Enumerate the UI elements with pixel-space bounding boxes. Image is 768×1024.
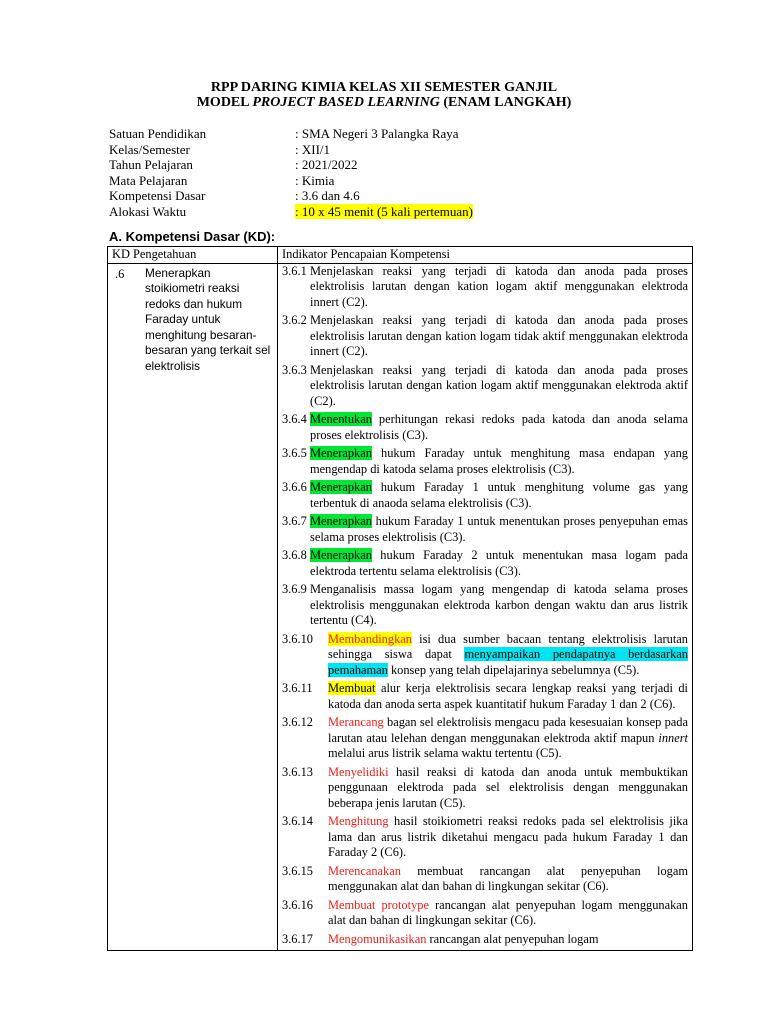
indicator-number: 3.6.11 [282, 681, 313, 695]
indicator-number: 3.6.16 [282, 897, 313, 912]
indicator-text [328, 765, 688, 812]
info-value: : 2021/2022 [295, 157, 358, 172]
info-value: : SMA Negeri 3 Palangka Raya [295, 126, 459, 141]
title-model-italic: PROJECT BASED LEARNING [252, 95, 440, 110]
table-row [108, 263, 693, 951]
indicator-text [328, 715, 688, 762]
indicator-text [328, 681, 688, 712]
info-row [109, 188, 473, 204]
info-value: : 3.6 dan 4.6 [295, 188, 360, 203]
indicator-body: rancangan alat penyepuhan logam menggunakan alat dan bahan di lingkungan sekitar (C6). [328, 897, 689, 927]
header-kd-pengetahuan: KD Pengetahuan [108, 247, 278, 264]
indicator-verb: Menerapkan [310, 446, 372, 460]
indicator-verb: Menghitung [328, 814, 389, 828]
indicator-text: Menjelaskan reaksi yang terjadi di katoda dan anoda pada proses elektrolisis larutan dengan kation logam tidak aktif menggunakan elektroda innert (C2). [310, 313, 688, 358]
alokasi-text: 10 x 45 menit (5 kali pertemuan) [301, 203, 473, 219]
indicator-item [282, 363, 688, 410]
indicator-item [282, 548, 688, 579]
indicator-item [282, 480, 688, 511]
alokasi-colon: : [295, 203, 302, 219]
indicator-verb: Membandingkan [328, 631, 412, 646]
indicator-body: membuat rancangan alat penyepuhan logam menggunakan alat dan bahan di lingkungan sekitar (C6). [328, 863, 688, 893]
indicator-number: 3.6.15 [282, 863, 313, 878]
indicator-item [282, 412, 688, 443]
identity-block [109, 126, 473, 219]
indicator-verb: Menerapkan [310, 514, 372, 528]
indicator-number: 3.6.13 [282, 764, 313, 779]
kd-cell [108, 263, 278, 951]
indicator-body: konsep yang telah dipelajarinya sebelumnya (C5). [387, 662, 640, 677]
indicator-verb: Mengomunikasikan [328, 931, 427, 946]
indicator-number: 3.6.12 [282, 715, 313, 729]
indicator-number: 3.6.2 [282, 313, 307, 327]
indicator-number: 3.6.1 [282, 263, 307, 278]
indicator-text [328, 898, 688, 929]
indicator-body: hasil stoikiometri reaksi redoks pada sel elektrolisis jika lama dan arus listrik diketahui mengacu pada hukum Faraday 1 dan Faraday 2 (C6). [328, 814, 688, 859]
indicator-number: 3.6.8 [282, 548, 307, 562]
info-row [109, 157, 473, 173]
indicator-body: hukum Faraday 2 untuk menentukan masa logam pada elektroda tertentu selama elektrolisis (C3). [310, 548, 688, 578]
info-row [109, 142, 473, 158]
indicator-text [328, 932, 688, 948]
indicator-item [282, 264, 688, 311]
indicator-item [282, 898, 688, 929]
indicator-number: 3.6.4 [282, 412, 307, 426]
indicator-text [328, 632, 688, 679]
indicator-verb: Membuat [328, 681, 376, 695]
indicator-body: hukum Faraday 1 untuk menentukan proses penyepuhan emas selama proses elektrolisis (C3). [310, 514, 688, 544]
indicator-item [282, 814, 688, 861]
indicator-verb: Menerapkan [310, 480, 372, 494]
indicator-text [310, 548, 688, 579]
indicator-verb: Merencanakan [328, 863, 401, 878]
info-row [109, 126, 473, 142]
indicator-text [310, 480, 688, 511]
indicator-number: 3.6.3 [282, 362, 307, 377]
indicator-item [282, 932, 688, 948]
indicator-cell [278, 263, 693, 951]
kompetensi-table [107, 246, 693, 951]
indicator-number: 3.6.9 [282, 582, 307, 596]
indicator-body: isi dua sumber bacaan tentang elektrolisis larutan sehingga siswa dapat [328, 631, 688, 661]
section-heading-a: A. Kompetensi Dasar (KD): [109, 229, 276, 244]
document-title-line1: RPP DARING KIMIA KELAS XII SEMESTER GANJIL [210, 80, 558, 95]
indicator-item [282, 765, 688, 812]
indicator-text: Menjelaskan reaksi yang terjadi di katoda dan anoda pada proses elektrolisis larutan dengan kation logam aktif menggunakan elektroda aktif (C2). [310, 362, 688, 408]
indicator-item [282, 446, 688, 477]
indicator-number: 3.6.7 [282, 514, 307, 528]
info-value: : XII/1 [295, 141, 331, 157]
indicator-body: bagan sel elektrolisis mengacu pada kesesuaian konsep pada larutan atau lelehan dengan menggunakan elektroda aktif mapun [328, 715, 688, 745]
title-model: MODEL [196, 95, 253, 110]
indicator-text [328, 864, 688, 895]
indicator-text: Menjelaskan reaksi yang terjadi di katoda dan anoda pada proses elektrolisis larutan dengan kation logam aktif menggunakan elektroda innert (C2). [310, 263, 688, 309]
info-label: Satuan Pendidikan [109, 126, 207, 141]
indicator-text [310, 446, 688, 477]
info-value: : Kimia [295, 172, 335, 188]
title-steps: (ENAM LANGKAH) [439, 95, 572, 110]
info-label: Kelas/Semester [109, 141, 190, 157]
indicator-number: 3.6.10 [282, 631, 313, 646]
indicator-number: 3.6.6 [282, 480, 307, 494]
indicator-verb: Menyelidiki [328, 764, 389, 779]
indicator-body: melalui arus listrik selama waktu tertentu (C5). [328, 746, 562, 760]
indicator-item [282, 313, 688, 360]
indicator-text [310, 412, 688, 443]
indicator-number: 3.6.17 [282, 931, 313, 946]
kd-description: Menerapkan stoikiometri reaksi redoks dan hukum Faraday untuk menghitung besaran-besaran yang terkait sel elektrolisis [145, 265, 271, 373]
indicator-body: hukum Faraday untuk menghitung masa endapan yang mengendap di katoda selama proses elektrolisis (C3). [310, 446, 688, 476]
indicator-text: Menganalisis massa logam yang mengendap di katoda selama proses elektrolisis menggunakan elektroda karbon dengan waktu dan arus listrik tertentu (C4). [310, 582, 688, 627]
indicator-item [282, 514, 688, 545]
info-label: Kompetensi Dasar [109, 188, 206, 203]
indicator-item [282, 715, 688, 762]
indicator-verb: Membuat prototype [328, 897, 429, 912]
indicator-body: hasil reaksi di katoda dan anoda untuk membuktikan penggunaan elektroda pada sel elektrolisis dengan menggunakan beberapa jenis larutan (C5). [328, 764, 688, 810]
alokasi-value [295, 204, 473, 220]
indicator-text [310, 514, 688, 545]
indicator-verb: Merancang [328, 715, 384, 729]
document-title-line2 [0, 95, 768, 111]
indicator-item [282, 681, 688, 712]
info-row [109, 173, 473, 189]
indicator-highlight: menyampaikan pendapatnya berdasarkan pemahaman [328, 647, 688, 677]
indicator-body: rancangan alat penyepuhan logam [426, 931, 599, 946]
indicator-body: alur kerja elektrolisis secara lengkap reaksi yang terjadi di katoda dan anoda serta aspek kuantitatif hukum Faraday 1 dan 2 (C6). [328, 681, 688, 711]
indicator-number: 3.6.5 [282, 446, 307, 460]
info-label: Tahun Pelajaran [109, 157, 193, 172]
info-label: Alokasi Waktu [109, 203, 187, 219]
indicator-italic: innert [658, 730, 688, 745]
table-header-row [108, 247, 693, 264]
kd-number: .6 [115, 266, 125, 281]
indicator-item [282, 632, 688, 679]
indicator-item [282, 582, 688, 629]
indicator-verb: Menerapkan [310, 548, 372, 562]
info-label: Mata Pelajaran [109, 172, 188, 188]
indicator-body: perhitungan rekasi redoks pada katoda dan anoda selama proses elektrolisis (C3). [310, 412, 688, 442]
header-indikator: Indikator Pencapaian Kompetensi [278, 247, 693, 264]
indicator-text [328, 814, 688, 861]
indicator-verb: Menentukan [310, 412, 372, 426]
indicator-body: hukum Faraday 1 untuk menghitung volume gas yang terbentuk di anaoda selama elektrolisis (C3). [310, 480, 688, 510]
indicator-number: 3.6.14 [282, 814, 313, 828]
info-row-alokasi [109, 204, 473, 220]
indicator-item [282, 864, 688, 895]
